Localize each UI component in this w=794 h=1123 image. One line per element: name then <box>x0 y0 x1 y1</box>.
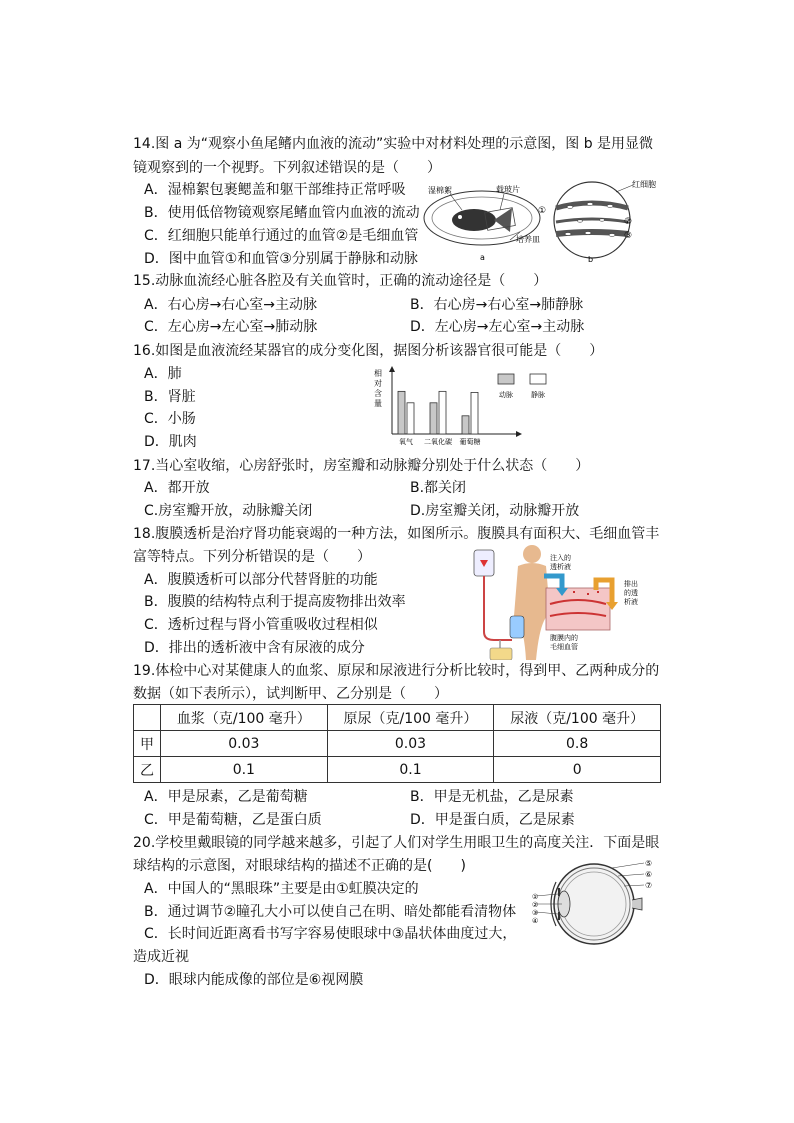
legend-label-artery: 动脉 <box>499 391 513 399</box>
eye-label-1: ① <box>532 893 539 901</box>
q14-option-a: A．湿棉絮包裹鳃盖和躯干部维持正常呼吸 <box>144 182 406 198</box>
label-out-3: 析液 <box>624 598 638 606</box>
q18-stem-line2: 富等特点。下列分析错误的是（ ） <box>133 549 371 565</box>
q18-option-d: D．排出的透析液中含有尿液的成分 <box>144 640 365 656</box>
q20-option-c: C．长时间近距离看书写字容易使眼球中③晶状体曲度过大， <box>144 926 517 942</box>
table-header-cell <box>134 705 161 731</box>
q15-option-a: A．右心房→右心室→主动脉 <box>144 297 318 313</box>
q17-option-d: D.房室瓣关闭，动脉瓣开放 <box>410 503 580 519</box>
q20-option-a: A．中国人的“黑眼珠”主要是由①虹膜决定的 <box>144 881 419 897</box>
eye-label-5: ⑤ <box>645 859 653 868</box>
table-cell: 0.03 <box>161 731 328 757</box>
q16-option-a: A．肺 <box>144 366 182 382</box>
x-tick-label: 二氧化碳 <box>424 438 452 446</box>
bar-vein-1 <box>439 391 446 434</box>
label-slide: 载玻片 <box>496 185 520 194</box>
bar-vein-2 <box>471 392 478 434</box>
table-cell: 甲 <box>134 731 161 757</box>
label-in-1: 注入的 <box>550 554 571 562</box>
chart-ylabel-2: 对 <box>374 379 382 388</box>
chart-ylabel-4: 量 <box>374 399 382 408</box>
label-rbc: 红细胞 <box>632 180 656 189</box>
label-3: ③ <box>624 231 633 241</box>
label-cotton: 湿棉絮 <box>428 186 452 195</box>
bar-vein-0 <box>407 403 414 434</box>
label-b: b <box>588 255 594 264</box>
q17-option-c: C.房室瓣开放，动脉瓣关闭 <box>144 503 313 519</box>
x-tick-label: 葡萄糖 <box>459 438 481 446</box>
q20-eye-figure <box>532 856 662 952</box>
table-row <box>134 731 661 757</box>
q20-stem-line1: 20.学校里戴眼镜的同学越来越多，引起了人们对学生用眼卫生的高度关注．下面是眼 <box>133 835 660 851</box>
q19-option-b: B．甲是无机盐，乙是尿素 <box>410 789 574 805</box>
eye-icon <box>551 864 642 944</box>
q19-option-a: A．甲是尿素，乙是葡萄糖 <box>144 789 308 805</box>
q20-option-b: B．通过调节②瞳孔大小可以使自己在明、暗处都能看清物体 <box>144 904 517 920</box>
table-cell: 0.03 <box>327 731 494 757</box>
q14-stem-line2: 镜观察到的一个视野。下列叙述错误的是（ ） <box>133 160 441 176</box>
q15-option-d: D．左心房→左心室→主动脉 <box>410 319 585 335</box>
q18-option-c: C．透析过程与肾小管重吸收过程相似 <box>144 617 378 633</box>
table-cell: 0.1 <box>161 757 328 783</box>
label-2: ② <box>624 217 633 227</box>
q16-chart <box>370 366 560 452</box>
table-header-cell: 血浆（克/100 毫升） <box>161 705 328 731</box>
q18-stem-line1: 18.腹膜透析是治疗肾功能衰竭的一种方法，如图所示。腹膜具有面积大、毛细血管丰 <box>133 526 660 542</box>
q15-option-c: C．左心房→左心室→肺动脉 <box>144 319 318 335</box>
q20-option-c-cont: 造成近视 <box>133 949 189 965</box>
table-header-cell: 尿液（克/100 毫升） <box>494 705 661 731</box>
legend-label-vein: 静脉 <box>531 391 545 399</box>
table-header-cell: 原尿（克/100 毫升） <box>327 705 494 731</box>
q14-option-b: B．使用低倍物镜观察尾鳍血管内血液的流动 <box>144 205 420 221</box>
fish-icon <box>452 208 512 232</box>
eye-label-6: ⑥ <box>645 870 653 879</box>
q18-figure <box>470 544 660 660</box>
chart-ylabel-1: 相 <box>374 369 382 378</box>
q19-stem-line1: 19.体检中心对某健康人的血浆、原尿和尿液进行分析比较时，得到甲、乙两种成分的 <box>133 663 660 679</box>
x-tick-label: 氧气 <box>399 438 413 446</box>
label-out-1: 排出 <box>624 580 638 588</box>
chart-ylabel-3: 含 <box>374 389 382 398</box>
table-cell: 0 <box>494 757 661 783</box>
label-dish: 培养皿 <box>516 235 540 244</box>
q19-option-d: D．甲是蛋白质，乙是尿素 <box>410 812 575 828</box>
q15-stem: 15.动脉血流经心脏各腔及有关血管时，正确的流动途径是（ ） <box>133 273 548 289</box>
label-cap-1: 腹膜内的 <box>550 634 578 642</box>
table-cell: 乙 <box>134 757 161 783</box>
label-1: ① <box>538 206 547 216</box>
q19-option-c: C．甲是葡萄糖，乙是蛋白质 <box>144 812 322 828</box>
eye-label-2: ② <box>532 901 539 909</box>
q14-option-d: D．图中血管①和血管③分别属于静脉和动脉 <box>144 251 418 267</box>
q15-option-b: B．右心房→右心室→肺静脉 <box>410 297 584 313</box>
q14-option-c: C．红细胞只能单行通过的血管②是毛细血管 <box>144 228 419 244</box>
q14-stem-line1: 14.图 a 为“观察小鱼尾鳍内血液的流动”实验中对材料处理的示意图，图 b 是用显微 <box>133 136 654 152</box>
label-out-2: 的透 <box>624 589 638 597</box>
table-cell: 0.8 <box>494 731 661 757</box>
q20-stem-line2: 球结构的示意图，对眼球结构的描述不正确的是( ) <box>133 858 466 874</box>
q18-option-b: B．腹膜的结构特点利于提高废物排出效率 <box>144 594 406 610</box>
q18-option-a: A．腹膜透析可以部分代替肾脏的功能 <box>144 572 378 588</box>
eye-label-3: ③ <box>532 909 539 917</box>
q19-stem-line2: 数据（如下表所示），试判断甲、乙分别是（ ） <box>133 686 448 702</box>
table-header-row <box>134 705 661 731</box>
q17-option-a: A．都开放 <box>144 480 210 496</box>
label-cap-2: 毛细血管 <box>550 643 578 651</box>
q16-option-d: D．肌肉 <box>144 434 197 450</box>
drain-bag-icon <box>490 648 512 660</box>
q14-figure <box>420 180 660 265</box>
label-a: a <box>480 253 485 262</box>
q17-option-b: B.都关闭 <box>410 480 467 496</box>
person-icon <box>514 545 550 660</box>
table-cell: 0.1 <box>327 757 494 783</box>
bar-artery-1 <box>430 403 437 434</box>
bar-artery-2 <box>462 416 469 434</box>
legend-swatch-artery <box>498 374 514 384</box>
q20-option-d: D．眼球内能成像的部位是⑥视网膜 <box>144 972 364 988</box>
table-row <box>134 757 661 783</box>
q19-table <box>133 704 661 783</box>
q17-stem: 17.当心室收缩，心房舒张时，房室瓣和动脉瓣分别处于什么状态（ ） <box>133 458 590 474</box>
legend-swatch-vein <box>530 374 546 384</box>
q16-option-b: B．肾脏 <box>144 389 196 405</box>
q16-option-c: C．小肠 <box>144 411 196 427</box>
label-in-2: 透析液 <box>550 563 571 571</box>
eye-label-7: ⑦ <box>645 881 653 890</box>
eye-label-4: ④ <box>532 917 539 925</box>
q16-stem: 16.如图是血液流经某器官的成分变化图，据图分析该器官很可能是（ ） <box>133 343 604 359</box>
bar-artery-0 <box>398 391 405 434</box>
